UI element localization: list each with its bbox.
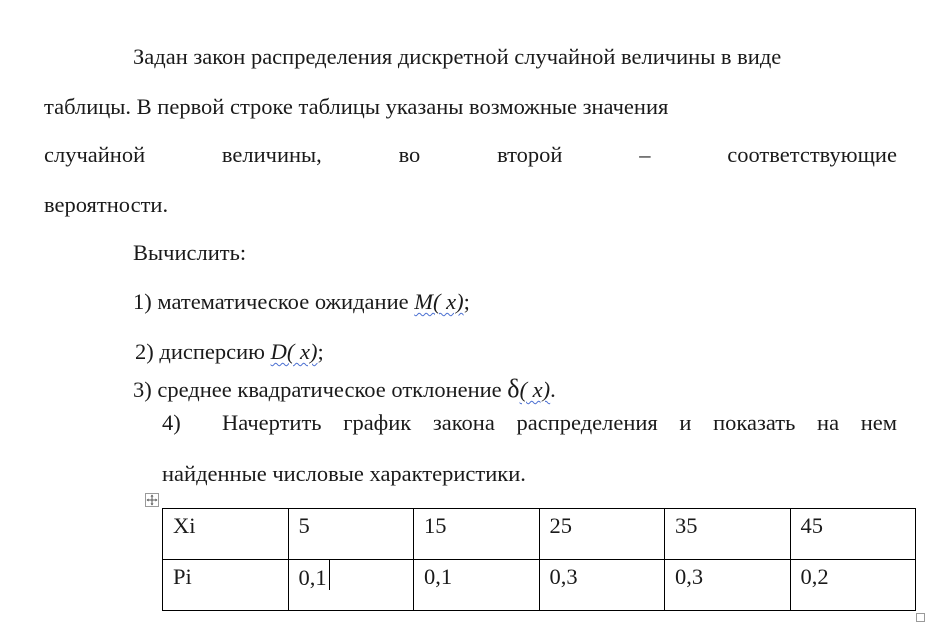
intro-word: во: [398, 142, 421, 167]
sigma-symbol: δ: [507, 374, 520, 403]
table-cell[interactable]: [539, 509, 665, 560]
intro-line-4: вероятности.: [44, 192, 169, 217]
cell-text: 25: [549, 513, 572, 538]
intro-line-3: [44, 144, 897, 167]
cell-text: 45: [800, 513, 823, 538]
task-item-3-text: 3) среднее квадратическое отклонение: [133, 377, 508, 402]
table-row-probabilities: [163, 560, 916, 611]
cell-text: 35: [675, 513, 698, 538]
cell-text: 0,1: [298, 565, 327, 590]
cell-text: 0,3: [675, 564, 704, 589]
task-item-4-number: 4): [162, 410, 181, 435]
task-item-1: [133, 291, 470, 314]
table-cell[interactable]: [288, 509, 414, 560]
task-heading: Вычислить:: [133, 240, 247, 265]
task-item-2-end: ;: [317, 339, 324, 364]
table-cell[interactable]: [163, 560, 289, 611]
text-cursor: [329, 560, 330, 590]
cell-text: 0,3: [549, 564, 578, 589]
task-item-3: [133, 376, 556, 402]
intro-line-1: Задан закон распределения дискретной случайной величины в виде: [133, 44, 782, 69]
table-cell[interactable]: [288, 560, 414, 611]
intro-word: случайной: [44, 142, 146, 167]
task-item-1-end: ;: [463, 289, 470, 314]
table-row-values: [163, 509, 916, 560]
table-cell[interactable]: [665, 509, 791, 560]
intro-word: второй: [497, 142, 563, 167]
table-cell[interactable]: [414, 509, 540, 560]
move-arrows-icon[interactable]: [145, 493, 159, 507]
resize-square-icon[interactable]: [916, 613, 925, 622]
cell-text: 0,1: [424, 564, 453, 589]
task-item-4-line-2: найденные числовые характеристики.: [162, 461, 526, 486]
intro-word: –: [639, 142, 651, 167]
expectation-formula: M( x): [414, 289, 464, 314]
table-cell[interactable]: [414, 560, 540, 611]
cell-text: 5: [298, 513, 310, 538]
table-cell[interactable]: [539, 560, 665, 611]
task-item-2: [135, 341, 324, 364]
intro-word: соответствующие: [727, 142, 897, 167]
task-item-2-text: 2) дисперсию: [135, 339, 271, 364]
table-cell[interactable]: [790, 509, 916, 560]
task-item-3-end: .: [550, 377, 556, 402]
task-item-1-text: 1) математическое ожидание: [133, 289, 415, 314]
table-cell[interactable]: [790, 560, 916, 611]
table-cell[interactable]: [665, 560, 791, 611]
variance-formula: D( x): [270, 339, 318, 364]
intro-line-2: таблицы. В первой строке таблицы указаны возможные значения: [44, 94, 669, 119]
cell-text: 0,2: [800, 564, 829, 589]
cell-text: Pi: [173, 564, 192, 589]
cell-text: Xi: [173, 513, 196, 538]
cell-text: 15: [424, 513, 447, 538]
table-cell[interactable]: [163, 509, 289, 560]
intro-word: величины,: [221, 142, 322, 167]
std-deviation-formula: ( x): [519, 377, 551, 402]
task-item-4-line-1: Начертить график закона распределения и показать на нем: [222, 410, 897, 435]
distribution-table[interactable]: [162, 508, 916, 611]
